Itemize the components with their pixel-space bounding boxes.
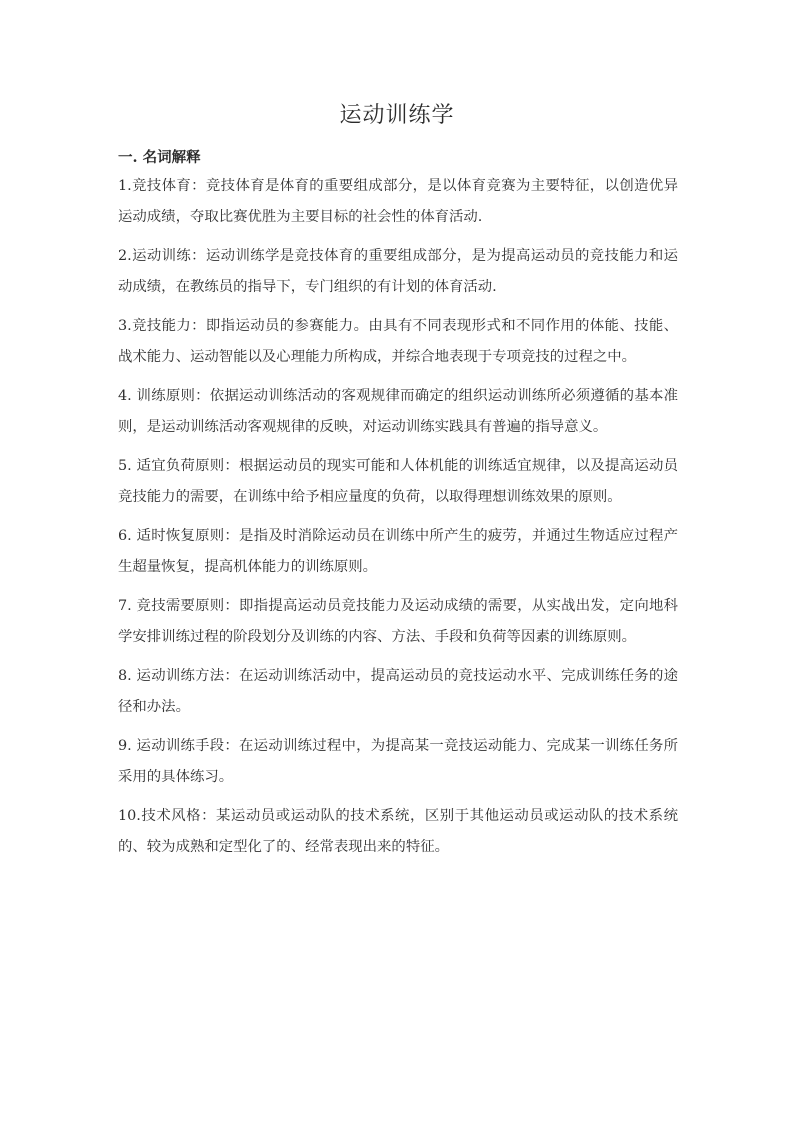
definition-entry-2: 2.运动训练：运动训练学是竞技体育的重要组成部分，是为提高运动员的竞技能力和运动成绩，在教练员的指导下，专门组织的有计划的体育活动. bbox=[118, 248, 678, 295]
page-title: 运动训练学 bbox=[339, 103, 455, 128]
definition-entry-6: 6. 适时恢复原则：是指及时消除运动员在训练中所产生的疲劳，并通过生物适应过程产生超量恢复，提高机体能力的训练原则。 bbox=[118, 528, 678, 575]
definition-entry-4: 4. 训练原则：依据运动训练活动的客观规律而确定的组织运动训练所必须遵循的基本准则，是运动训练活动客观规律的反映，对运动训练实践具有普遍的指导意义。 bbox=[118, 388, 678, 435]
definition-entry-8: 8. 运动训练方法：在运动训练活动中，提高运动员的竞技运动水平、完成训练任务的途径和办法。 bbox=[118, 668, 678, 715]
definition-entry-10: 10.技术风格：某运动员或运动队的技术系统，区别于其他运动员或运动队的技术系统的、较为成熟和定型化了的、经常表现出来的特征。 bbox=[118, 808, 678, 855]
definition-entry-3: 3.竞技能力：即指运动员的参赛能力。由具有不同表现形式和不同作用的体能、技能、战术能力、运动智能以及心理能力所构成，并综合地表现于专项竞技的过程之中。 bbox=[118, 318, 678, 365]
definition-entry-9: 9. 运动训练手段：在运动训练过程中，为提高某一竞技运动能力、完成某一训练任务所采用的具体练习。 bbox=[118, 738, 678, 785]
definition-entry-1: 1.竞技体育：竞技体育是体育的重要组成部分，是以体育竞赛为主要特征，以创造优异运动成绩，夺取比赛优胜为主要目标的社会性的体育活动. bbox=[118, 178, 678, 225]
definitions-list bbox=[118, 171, 678, 871]
definition-entry-5: 5. 适宜负荷原则：根据运动员的现实可能和人体机能的训练适宜规律，以及提高运动员竞技能力的需要，在训练中给予相应量度的负荷，以取得理想训练效果的原则。 bbox=[118, 458, 678, 505]
section-heading: 一. 名词解释 bbox=[118, 149, 201, 166]
definition-entry-7: 7. 竞技需要原则：即指提高运动员竞技能力及运动成绩的需要，从实战出发，定向地科学安排训练过程的阶段划分及训练的内容、方法、手段和负荷等因素的训练原则。 bbox=[118, 598, 678, 645]
